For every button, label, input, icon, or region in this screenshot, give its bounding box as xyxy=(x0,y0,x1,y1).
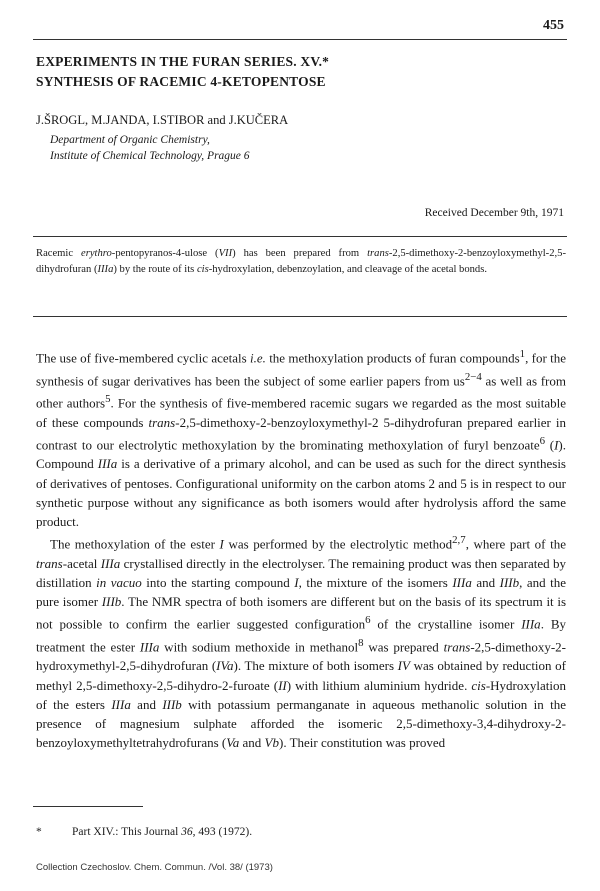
abstract-top-rule xyxy=(33,236,567,237)
article-title-line-2: SYNTHESIS OF RACEMIC 4-KETOPENTOSE xyxy=(36,74,326,89)
affiliation-department: Department of Organic Chemistry, xyxy=(50,134,210,146)
footnote-mark: * xyxy=(36,826,42,838)
article-body xyxy=(36,345,566,752)
received-date: Received December 9th, 1971 xyxy=(424,207,564,219)
author-list: J.ŠROGL, M.JANDA, I.STIBOR and J.KUČERA xyxy=(36,113,289,127)
header-rule xyxy=(33,39,567,40)
body-paragraph-2: The methoxylation of the ester I was performed by the electrolytic method$^{2,7}$, where part of the trans-acetal IIIa crystallised directly in the electrolyser. The remaining product was then separated by distillation in vacuo into the starting compound I, the mixture of the isomers IIIa and IIIb, and the pure isomer IIIb. The NMR spectra of both isomers are different but on the basis of its spectrum it is not possible to confirm the earlier suggested configuration$^6$ of the crystalline isomer IIIa. By treatment the ester IIIa with sodium methoxide in methanol$^8$ was prepared trans-2,5-dimethoxy-2-hydroxymethyl-2,5-dihydrofuran (IVa). The mixture of both isomers IV was obtained by reduction of methyl 2,5-dimethoxy-2,5-dihydro-2-furoate (II) with lithium aluminium hydride. cis-Hydroxylation of the esters IIIa and IIIb with potassium permanganate in aqueous methanolic solution in the presence of magnesium sulphate afforded the isomeric 2,5-dimethoxy-3,4-dihydroxy-2-benzoyloxymethyltetrahydrofurans (Va and Vb). Their constitution was proved xyxy=(36,534,567,751)
body-paragraph-1: The use of five-membered cyclic acetals i.e. the methoxylation products of furan compounds$^1$, for the synthesis of sugar derivatives has been the subject of some earlier papers from $us^{2-4}$ as well as from other authors$^5$. For the synthesis of five-membered racemic sugars we regarded as the most suitable of these compounds trans-2,5-dimethoxy-2-benzoyloxymethyl-2 5-dihydrofuran prepared earlier in contrast to our electrolytic methoxylation by the brominating methoxylation of furyl benzoate$^6$ (I). Compound IIIa is a derivative of a primary alcohol, and can be used as such for the direct synthesis of derivatives of pentoses. Configurational uniformity on the carbon atoms 2 and 5 is in respect to our synthetic purpose without any significance as both isomers would after hydrolysis afford the same product. xyxy=(36,348,567,529)
journal-footer: Collection Czechoslov. Chem. Commun. /Vol. 38/ (1973) xyxy=(36,862,273,873)
page-number: 455 xyxy=(543,18,564,33)
abstract: Racemic erythro-pentopyranos-4-ulose (VII) has been prepared from trans-2,5-dimethoxy-2-benzoyloxymethyl-2,5-dihydrofuran (IIIa) by the route of its cis-hydroxylation, debenzoylation, and cleavage of the acetal bonds. xyxy=(36,248,566,275)
footnote: * Part XIV.: This Journal 36, 493 (1972). xyxy=(36,826,253,838)
abstract-bottom-rule xyxy=(33,316,567,317)
article-title-line-1: EXPERIMENTS IN THE FURAN SERIES. XV.* xyxy=(36,54,330,69)
affiliation-institute: Institute of Chemical Technology, Prague 6 xyxy=(50,150,250,162)
footnote-rule xyxy=(33,806,143,807)
